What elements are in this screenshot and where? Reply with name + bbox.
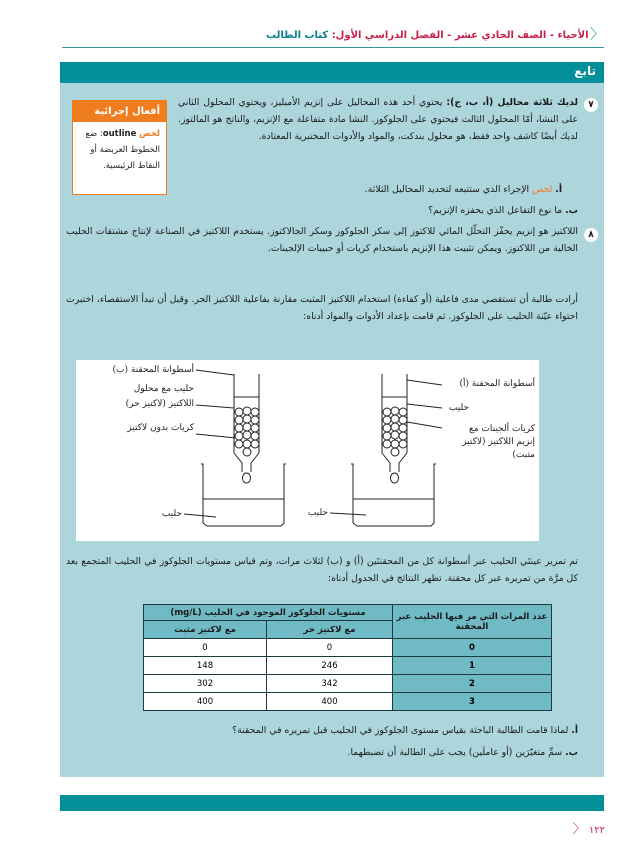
- section-title: تابع: [574, 64, 596, 78]
- action-verbs-title: أفعال إجرائية: [73, 101, 166, 122]
- chevron-left-icon[interactable]: 〈: [572, 822, 586, 837]
- table-row: [144, 657, 552, 675]
- cell-passes: 2: [393, 675, 552, 693]
- label-milk-b-2: اللاكتيز (لاكتيز حر): [125, 399, 194, 409]
- question-8a: [66, 722, 578, 739]
- question-7-intro: لديك ثلاثة محاليل (أ، ب، ج):: [446, 97, 578, 108]
- results-table: [143, 604, 552, 711]
- action-verbs-box: [72, 100, 167, 195]
- question-7a: [178, 181, 562, 198]
- question-number-7: ٧: [584, 98, 598, 112]
- page-number-text: ١٢٢: [588, 825, 605, 836]
- cell-free: 246: [267, 657, 393, 675]
- label-beads-a-2: إنزيم اللاكتيز (لاكتيز: [462, 437, 535, 447]
- col-header-fixed: مع لاكتيز مثبت: [144, 621, 267, 639]
- part-label: ب.: [565, 205, 578, 216]
- part-label: أ.: [571, 725, 578, 736]
- question-8b: [66, 744, 578, 761]
- cell-passes: 3: [393, 693, 552, 711]
- term-definition: : ضع الخطوط العريضة أو النقاط الرئيسية.: [85, 129, 160, 171]
- question-7-body: يحتوي أحد هذه المحاليل على إنزيم الأميليز، ويحتوي المحلول الثاني على النشا، أمّا المحلول الثالث فيحتوي على الجلوكوز. النشا مادة متفاعلة مع الإنزيم، والناتج هو المالتوز. لديك أيضًا كاشف واحد فقط، هو محلول بندكت، والمواد والأدوات المختبرية المعتادة.: [178, 97, 578, 143]
- part-text: الإجراء الذي ستتبعه لتحديد المحاليل الثلاثة.: [364, 184, 533, 195]
- part-text: سمِّ متغيّرَين (أو عاملَين) يجب على الطالبة أن تضبطهما.: [347, 747, 566, 758]
- question-8-para2: أرادت طالبة أن تستقصي مدى فاعلية (أو كفاءة) استخدام اللاكتيز المثبت مقارنة بفاعلية اللاكتيز الحر. وقبل أن تبدأ الاستقصاء، اختبرت احتواء عيّنة الحليب على الجلوكوز. ثم قامت بإعداد الأدوات والمواد أدناه:: [66, 294, 578, 323]
- table-row: [144, 675, 552, 693]
- action-verbs-body: [73, 122, 166, 174]
- label-barrel-b: أسطوانة المحقنة (ب): [112, 365, 194, 375]
- cell-fixed: 0: [144, 639, 267, 657]
- label-milk-b-1: حليب مع محلول: [133, 384, 194, 394]
- term-arabic: لخص: [139, 129, 160, 139]
- cell-free: 400: [267, 693, 393, 711]
- label-beaker-a: حليب: [307, 508, 328, 518]
- part-text: ما نوع التفاعل الذي يحفزه الإنزيم؟: [428, 205, 563, 216]
- cell-passes: 1: [393, 657, 552, 675]
- label-milk-a: حليب: [448, 403, 469, 413]
- cell-fixed: 148: [144, 657, 267, 675]
- cell-fixed: 400: [144, 693, 267, 711]
- cell-free: 0: [267, 639, 393, 657]
- chevron-left-icon[interactable]: 〈: [590, 27, 604, 43]
- page-number: [560, 818, 605, 837]
- footer-bar: [60, 795, 604, 811]
- part-label: ب.: [565, 747, 578, 758]
- question-number-8: ٨: [584, 228, 598, 242]
- label-beads-a-1: كريات ألجينات مع: [468, 424, 535, 434]
- syringe-diagram: [76, 360, 539, 541]
- section-title-bar: [60, 62, 604, 83]
- keyword: لخص: [532, 184, 553, 195]
- table-row: [144, 639, 552, 657]
- part-text: لماذا قامت الطالبة الباحثة بقياس مستوى الجلوكوز في الحليب قبل تمريره في المحقنة؟: [232, 725, 572, 736]
- label-beaker-b: حليب: [161, 509, 182, 519]
- label-barrel-a: أسطوانة المحقنة (أ): [459, 379, 535, 389]
- cell-passes: 0: [393, 639, 552, 657]
- header-divider: [62, 47, 604, 48]
- term-english: outline: [102, 129, 137, 139]
- breadcrumb-book: كتاب الطالب: [266, 30, 329, 41]
- question-7b: [178, 202, 578, 219]
- cell-fixed: 302: [144, 675, 267, 693]
- table-row: [144, 693, 552, 711]
- question-8-para3: تم تمرير عينتَي الحليب عبر أسطوانة كل من المحقنتَين (أ) و (ب) لثلاث مرات، وتم قياس مستويات الجلوكوز في الحليب المتجمع بعد كل مرَّة من تمريره عبر كل محقنة. تظهر النتائج في الجدول أدناه:: [66, 556, 578, 585]
- breadcrumb: [60, 28, 604, 44]
- cell-free: 342: [267, 675, 393, 693]
- col-header-passes: عدد المرات التي مر فيها الحليب عبر المحقنة: [393, 605, 552, 639]
- question-8-para1: اللاكتيز هو إنزيم يحفّز التحلّل المائي للاكتوز إلى سكر الجلوكوز وسكر الجالاكتوز. يستخدم اللاكتيز في الصناعة لإنتاج مشتقات الحليب الخالية من اللاكتوز. ويمكن تثبيت هذا الإنزيم باستخدام كريات أو حبيبات الإلجينات.: [66, 226, 578, 255]
- label-beads-b: كريات بدون لاكتيز: [127, 423, 194, 433]
- label-beads-a-3: مثبت): [512, 450, 535, 460]
- breadcrumb-subject: الأحياء - الصف الحادي عشر - الفصل الدراسي الأول:: [331, 30, 589, 41]
- question-7-text: [178, 94, 578, 146]
- col-header-free: مع لاكتيز حر: [267, 621, 393, 639]
- part-label: أ.: [555, 184, 562, 195]
- group-header-glucose: مستويات الجلوكوز الموجود في الحليب (mg/L): [144, 605, 393, 621]
